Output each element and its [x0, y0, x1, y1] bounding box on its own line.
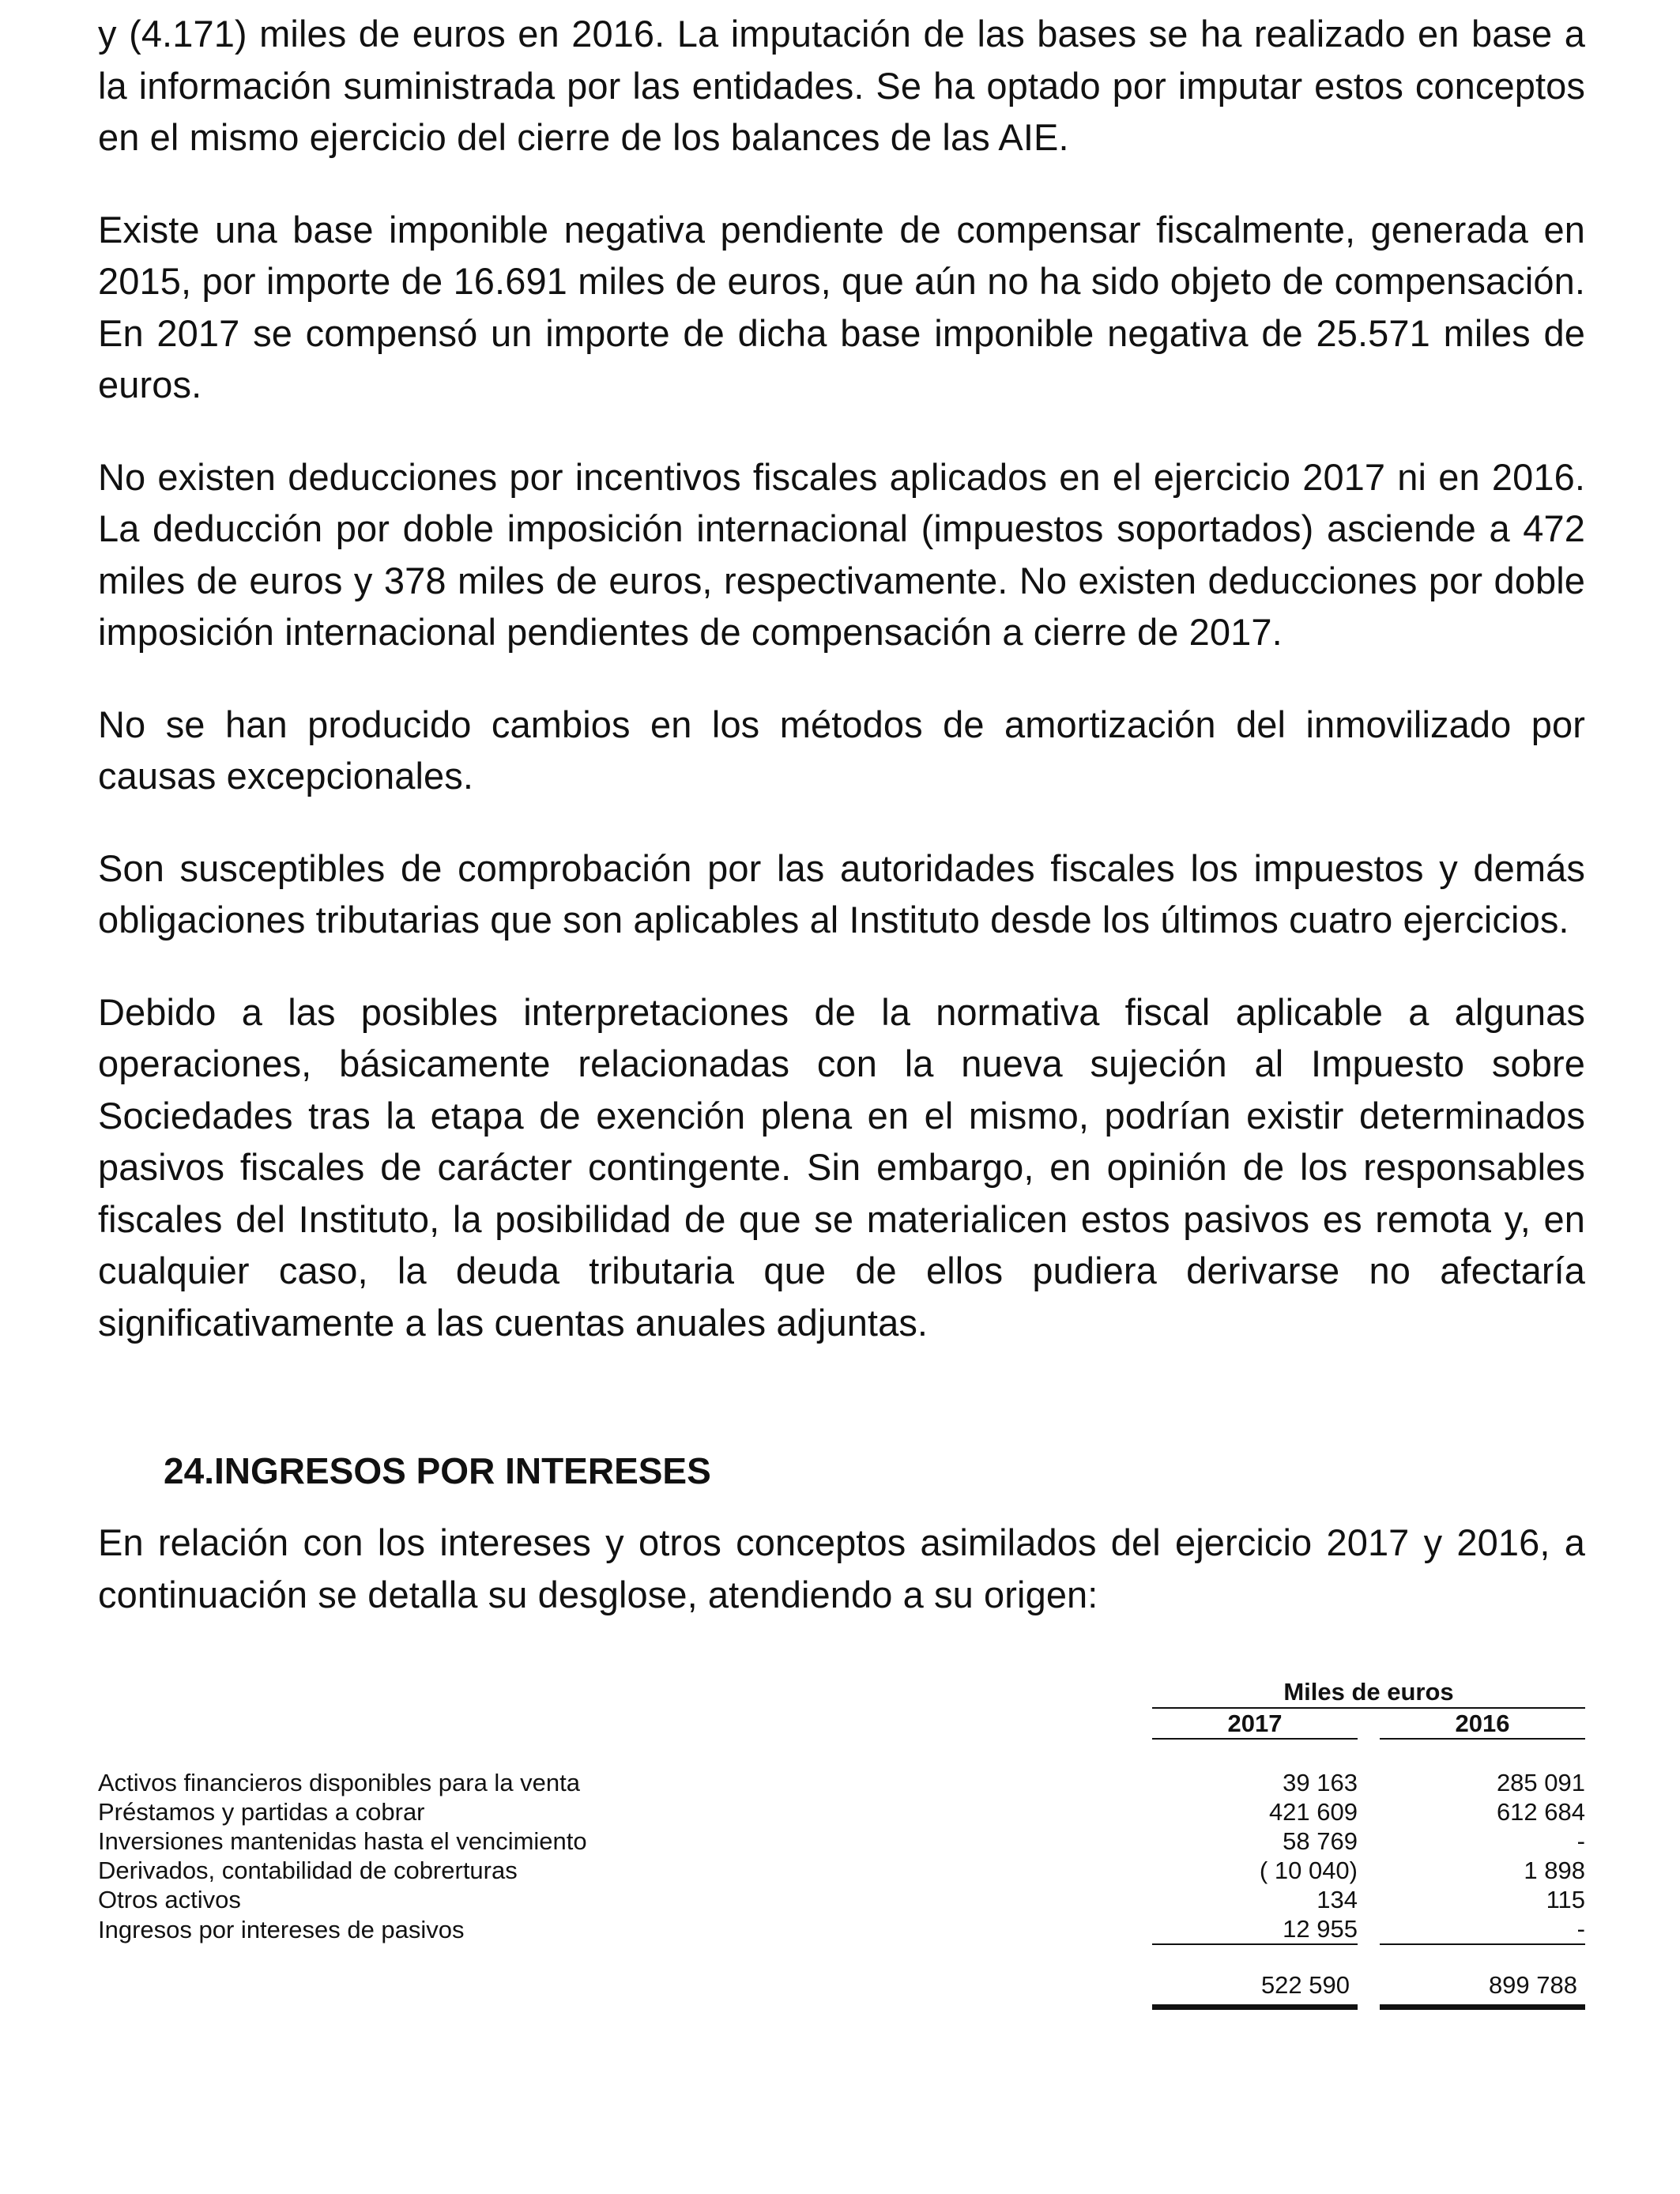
section-heading — [98, 1447, 1585, 1495]
value-2016: 1 898 — [1524, 1857, 1585, 1884]
value-2017: 134 — [1317, 1886, 1358, 1913]
value-2016: - — [1380, 1914, 1585, 1944]
table-row — [98, 1914, 1585, 1944]
table-group-header: Miles de euros — [1152, 1677, 1585, 1708]
year-header-2017: 2017 — [1152, 1708, 1358, 1739]
table-group-header-row — [98, 1677, 1585, 1708]
interest-income-table — [98, 1677, 1585, 2010]
value-2016: 115 — [1546, 1886, 1585, 1913]
row-label: Préstamos y partidas a cobrar — [98, 1798, 425, 1826]
total-2017: 522 590 — [1152, 1970, 1358, 2007]
value-2017: 12 955 — [1152, 1914, 1358, 1944]
value-2016: 612 684 — [1496, 1798, 1585, 1826]
value-2016: 285 091 — [1496, 1769, 1585, 1796]
value-2017: 39 163 — [1283, 1769, 1358, 1796]
row-label: Inversiones mantenidas hasta el vencimiento — [98, 1827, 587, 1855]
document-page — [98, 8, 1585, 2010]
section-intro: En relación con los intereses y otros conceptos asimilados del ejercicio 2017 y 2016, a continuación se detalla su desglose, atendiendo a su origen: — [98, 1521, 1585, 1615]
table-row — [98, 1768, 1585, 1797]
year-header-2016: 2016 — [1380, 1708, 1585, 1739]
section-number: 24. — [164, 1450, 214, 1491]
table-years-row — [98, 1708, 1585, 1739]
table-row — [98, 1885, 1585, 1914]
section-title: INGRESOS POR INTERESES — [214, 1450, 711, 1491]
paragraph-deductions: No existen deducciones por incentivos fiscales aplicados en el ejercicio 2017 ni en 2016. La deducción por doble imposición internacional (impuestos soportados) asciende a 472 miles de euros y 378 miles de euros, respectivamente. No existen deducciones por doble imposición internacional pendientes de compensación a cierre de 2017. — [98, 455, 1585, 653]
paragraph-amortization: No se han producido cambios en los métodos de amortización del inmovilizado por causas excepcionales. — [98, 703, 1585, 797]
row-label: Derivados, contabilidad de cobrerturas — [98, 1857, 518, 1884]
table-row — [98, 1856, 1585, 1885]
row-label: Activos financieros disponibles para la venta — [98, 1769, 581, 1796]
row-label: Ingresos por intereses de pasivos — [98, 1916, 465, 1943]
row-label: Otros activos — [98, 1886, 241, 1913]
paragraph-bases-imputation: y (4.171) miles de euros en 2016. La imputación de las bases se ha realizado en base a la información suministrada por las entidades. Se ha optado por imputar estos conceptos en el mismo ejercicio del cierre de los balances de las AIE. — [98, 13, 1585, 158]
paragraph-contingent-liabilities: Debido a las posibles interpretaciones de la normativa fiscal aplicable a algunas operaciones, básicamente relacionadas con la nueva sujeción al Impuesto sobre Sociedades tras la etapa de exención plena en el mismo, podrían existir determinados pasivos fiscales de carácter contingente. Sin embargo, en opinión de los responsables fiscales del Instituto, la posibilidad de que se materialicen estos pasivos es remota y, en cualquier caso, la deuda tributaria que de ellos pudiera derivarse no afectaría significativamente a las cuentas anuales adjuntas. — [98, 990, 1585, 1344]
paragraph-negative-tax-base: Existe una base imponible negativa pendiente de compensar fiscalmente, generada en 2015, por importe de 16.691 miles de euros, que aún no ha sido objeto de compensación. En 2017 se compensó un importe de dicha base imponible negativa de 25.571 miles de euros. — [98, 208, 1585, 405]
paragraph-tax-inspection: Son susceptibles de comprobación por las autoridades fiscales los impuestos y demás obligaciones tributarias que son aplicables al Instituto desde los últimos cuatro ejercicios. — [98, 846, 1585, 941]
value-2016: - — [1576, 1827, 1585, 1855]
value-2017: 58 769 — [1283, 1827, 1358, 1855]
total-2016: 899 788 — [1380, 1970, 1585, 2007]
table-row — [98, 1826, 1585, 1856]
table-row — [98, 1797, 1585, 1826]
value-2017: 421 609 — [1268, 1798, 1358, 1826]
value-2017: ( 10 040) — [1259, 1857, 1358, 1884]
table-total-row — [98, 1970, 1585, 2007]
